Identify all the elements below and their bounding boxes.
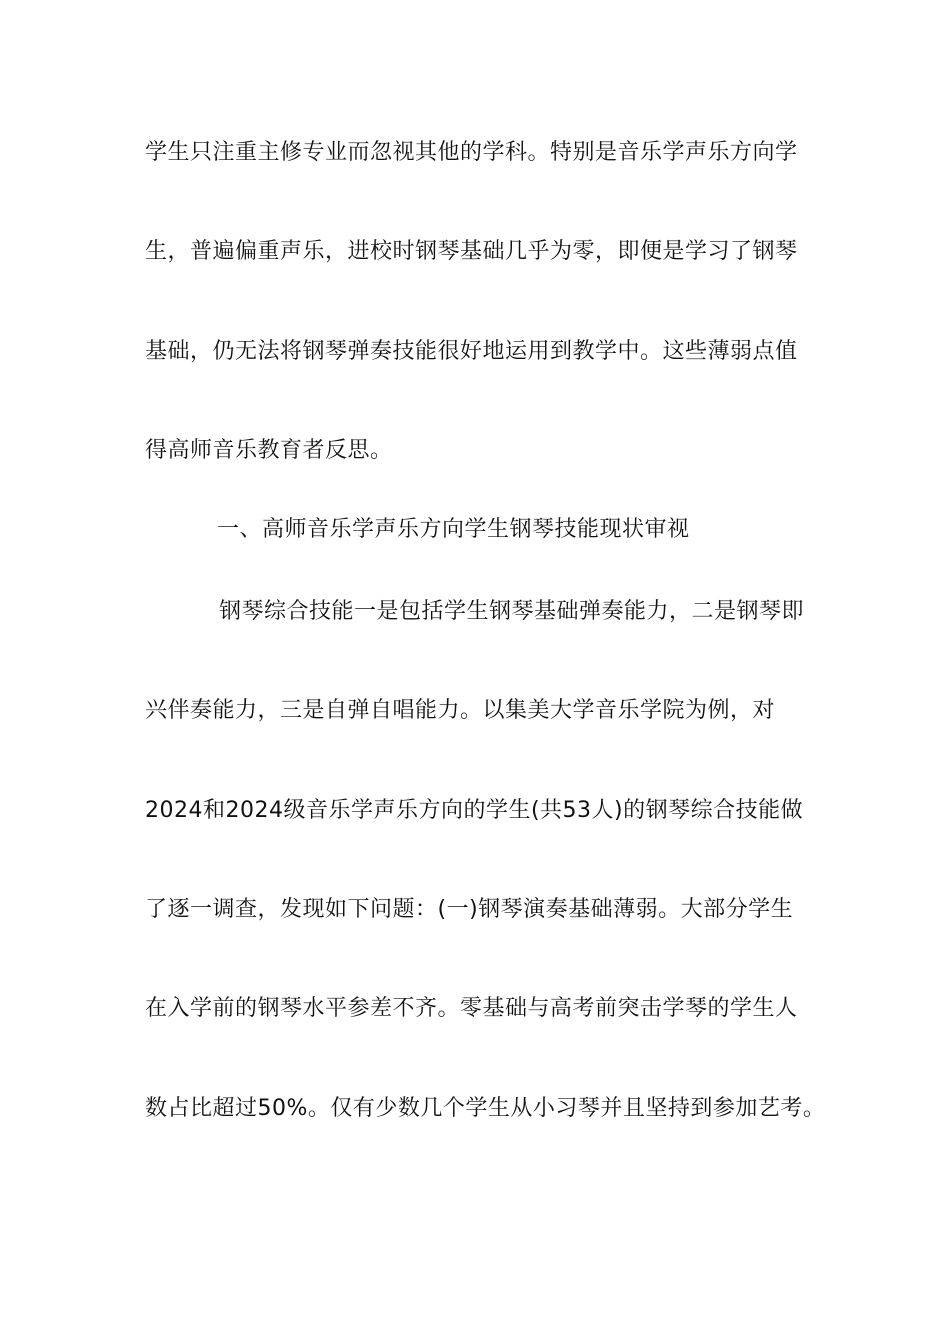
- paragraph-first-line: 钢琴综合技能一是包括学生钢琴基础弹奏能力，二是钢琴即: [219, 599, 805, 624]
- text-line: 兴伴奏能力，三是自弹自唱能力。以集美大学音乐学院为例，对: [145, 698, 776, 723]
- text-line: 2024和2024级音乐学声乐方向的学生(共53人)的钢琴综合技能做: [145, 798, 804, 823]
- text-line: 基础，仍无法将钢琴弹奏技能很好地运用到教学中。这些薄弱点值: [145, 339, 798, 364]
- text-line: 生，普遍偏重声乐，进校时钢琴基础几乎为零，即便是学习了钢琴: [145, 239, 798, 264]
- text-line: 了逐一调查，发现如下问题：(一)钢琴演奏基础薄弱。大部分学生: [145, 897, 794, 922]
- text-line: 学生只注重主修专业而忽视其他的学科。特别是音乐学声乐方向学: [145, 140, 798, 165]
- section-heading: 一、高师音乐学声乐方向学生钢琴技能现状审视: [217, 517, 690, 542]
- text-line: 在入学前的钢琴水平参差不齐。零基础与高考前突击学琴的学生人: [145, 996, 798, 1021]
- text-line: 数占比超过50%。仅有少数几个学生从小习琴并且坚持到参加艺考。: [145, 1096, 826, 1121]
- text-line: 得高师音乐教育者反思。: [145, 438, 393, 463]
